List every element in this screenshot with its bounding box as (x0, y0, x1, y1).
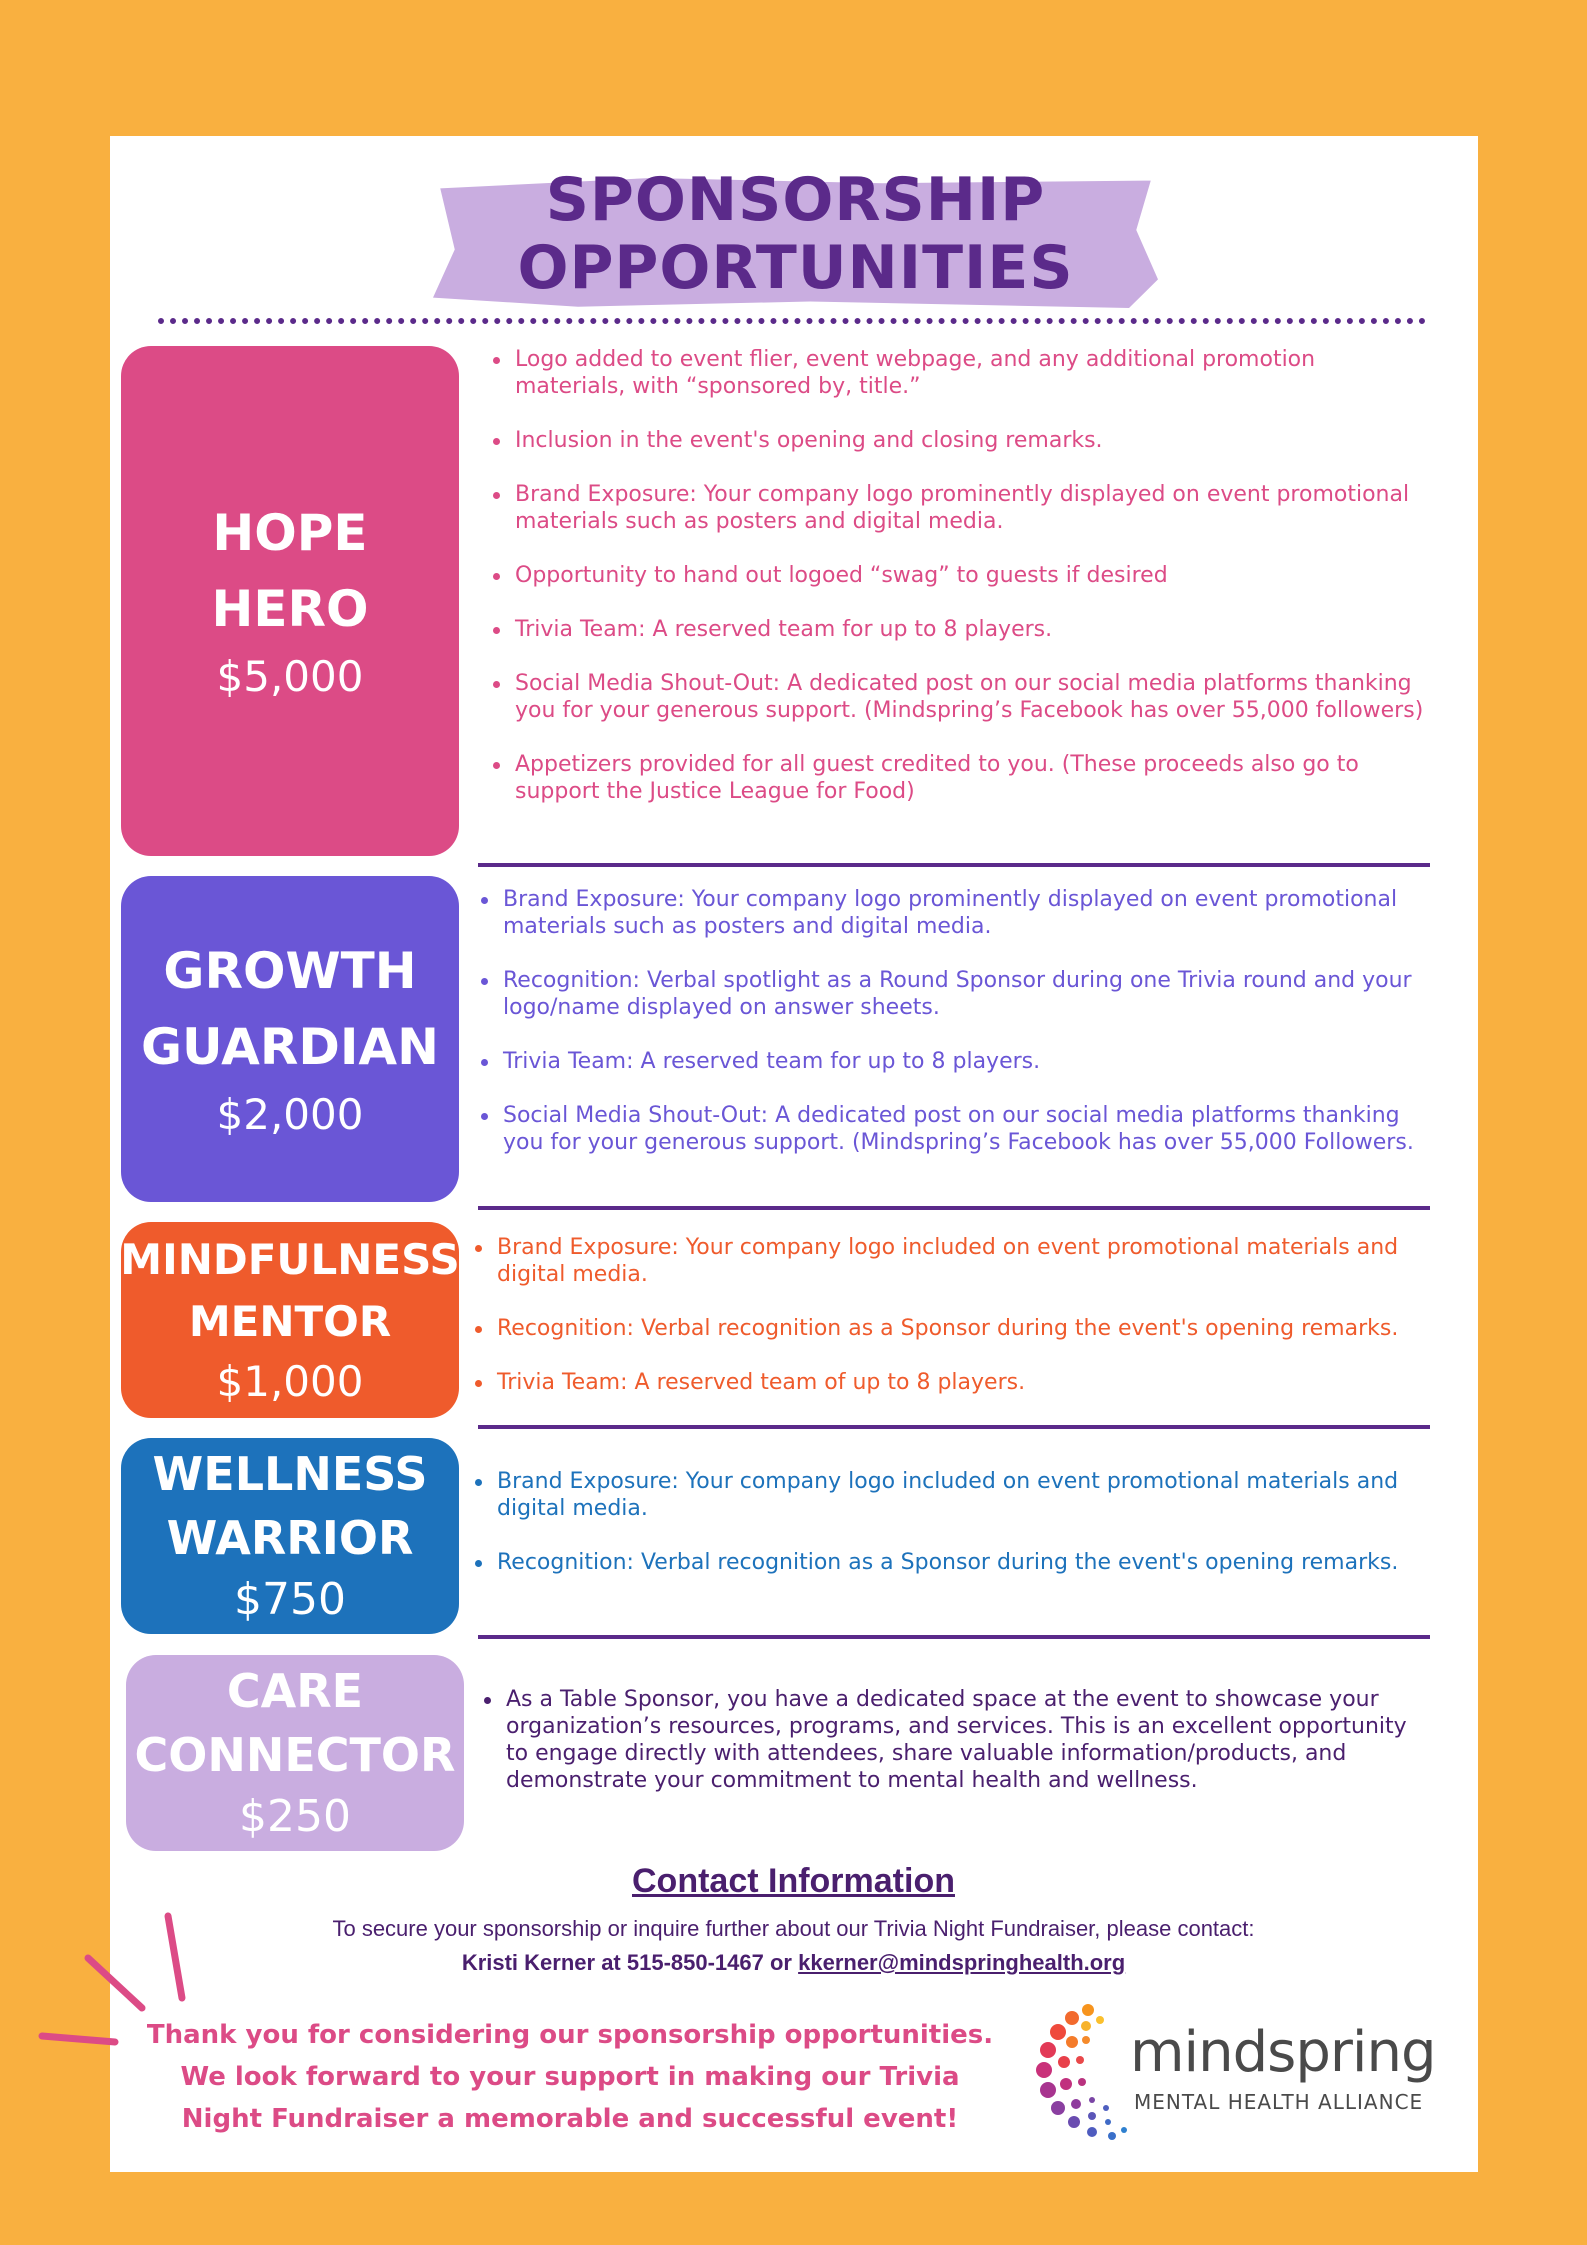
contact-line (0, 1950, 1587, 1976)
tier-separator (478, 1635, 1430, 1639)
tier-name-line1: GROWTH (163, 942, 417, 1000)
benefit-item: Logo added to event flier, event webpage, and any additional promotion materials, with “sponsored by, title.” (491, 346, 1431, 400)
tier-price: $750 (234, 1574, 346, 1625)
contact-description: To secure your sponsorship or inquire further about our Trivia Night Fundraiser, please contact: (332, 1916, 1255, 1941)
tier-box-care-connector (126, 1655, 464, 1851)
benefit-item: Recognition: Verbal recognition as a Sponsor during the event's opening remarks. (473, 1549, 1433, 1576)
tier-box-mindfulness-mentor (121, 1222, 459, 1418)
tier-name-line2: GUARDIAN (141, 1018, 439, 1076)
benefit-item: Social Media Shout-Out: A dedicated post on our social media platforms thanking you for your generous support. (Mindspring’s Facebook has over 55,000 Followers. (479, 1102, 1431, 1156)
title-divider (158, 318, 1426, 324)
tier-price: $2,000 (216, 1090, 364, 1139)
tier-price: $5,000 (216, 652, 364, 701)
tier-name-line1: MINDFULNESS (120, 1235, 460, 1284)
benefit-list-growth-guardian (479, 886, 1431, 1156)
benefit-item: Trivia Team: A reserved team of up to 8 players. (473, 1369, 1433, 1396)
thank-you-line2: We look forward to your support in making our Trivia (180, 2062, 960, 2092)
benefit-item: Brand Exposure: Your company logo prominently displayed on event promotional materials such as posters and digital media. (491, 481, 1431, 535)
tier-name-line1: WELLNESS (152, 1447, 428, 1501)
tier-name-line2: WARRIOR (166, 1511, 414, 1565)
tier-name-line2: HERO (211, 580, 369, 638)
benefit-item: Appetizers provided for all guest credited to you. (These proceeds also go to support the Justice League for Food) (491, 751, 1431, 805)
tier-name-line1: CARE (226, 1664, 364, 1718)
tier-separator (478, 1206, 1430, 1210)
benefit-list-mindfulness-mentor (473, 1234, 1433, 1396)
thank-you-message (130, 2014, 1010, 2140)
tier-box-hope-hero (121, 346, 459, 856)
tier-box-wellness-warrior (121, 1438, 459, 1634)
mindspring-logo (1028, 1992, 1468, 2152)
tier-price: $250 (239, 1791, 351, 1842)
tier-name-line2: CONNECTOR (134, 1728, 456, 1782)
logo-dot-sphere-icon (1028, 1992, 1138, 2152)
benefit-item: Recognition: Verbal spotlight as a Round Sponsor during one Trivia round and your logo/name displayed on answer sheets. (479, 967, 1431, 1021)
tier-name-line1: HOPE (212, 504, 368, 562)
thank-you-line3: Night Fundraiser a memorable and successful event! (181, 2104, 959, 2134)
benefit-item: Brand Exposure: Your company logo prominently displayed on event promotional materials such as posters and digital media. (479, 886, 1431, 940)
benefit-item: Trivia Team: A reserved team for up to 8 players. (491, 616, 1431, 643)
tier-box-growth-guardian (121, 876, 459, 1202)
benefit-item: Opportunity to hand out logoed “swag” to guests if desired (491, 562, 1431, 589)
tier-name-line2: MENTOR (188, 1297, 392, 1346)
thank-you-line1: Thank you for considering our sponsorship opportunities. (146, 2020, 994, 2050)
tier-separator (478, 863, 1430, 867)
benefit-list-hope-hero (491, 346, 1431, 805)
logo-tagline: MENTAL HEALTH ALLIANCE (1134, 2090, 1424, 2114)
benefit-item: Brand Exposure: Your company logo included on event promotional materials and digital media. (473, 1468, 1433, 1522)
tier-price: $1,000 (216, 1357, 364, 1406)
benefit-item: Trivia Team: A reserved team for up to 8 players. (479, 1048, 1431, 1075)
benefit-list-care-connector (482, 1686, 1434, 1794)
contact-email-link[interactable]: kkerner@mindspringhealth.org (798, 1950, 1126, 1975)
contact-name-phone: Kristi Kerner at 515-850-1467 or (461, 1950, 799, 1975)
benefit-item: Social Media Shout-Out: A dedicated post on our social media platforms thanking you for your generous support. (Mindspring’s Facebook has over 55,000 followers) (491, 670, 1431, 724)
logo-wordmark: mindspring (1130, 2020, 1436, 2085)
contact-heading: Contact Information (632, 1862, 955, 1900)
benefit-item: Brand Exposure: Your company logo included on event promotional materials and digital media. (473, 1234, 1433, 1288)
page-title-line1: SPONSORSHIP (545, 165, 1046, 235)
page-title-line2: OPPORTUNITIES (517, 233, 1074, 303)
benefit-item: Recognition: Verbal recognition as a Sponsor during the event's opening remarks. (473, 1315, 1433, 1342)
benefit-item: Inclusion in the event's opening and closing remarks. (491, 427, 1431, 454)
tier-separator (478, 1425, 1430, 1429)
benefit-list-wellness-warrior (473, 1468, 1433, 1576)
benefit-item: As a Table Sponsor, you have a dedicated space at the event to showcase your organization’s resources, programs, and services. This is an excellent opportunity to engage directly with attendees, share valuable information/products, and demonstrate your commitment to mental health and wellness. (482, 1686, 1434, 1794)
